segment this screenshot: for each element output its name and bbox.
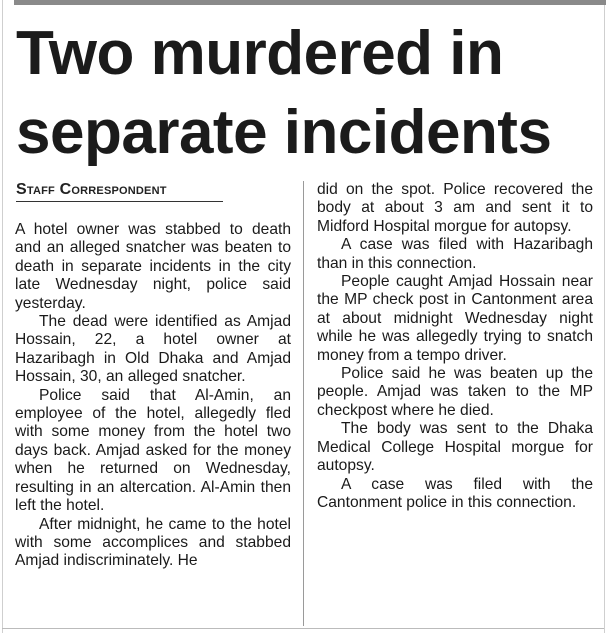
column-divider [303, 181, 304, 626]
paragraph: A case was filed with the Cantonment police in this connection. [317, 475, 593, 511]
paragraph: Police said he was beaten up the people. Amjad was taken to the MP checkpost where he died. [317, 365, 593, 419]
paragraph: A hotel owner was stabbed to death and an alleged snatcher was beaten to death in separate incidents in the city late Wednesday night, police said yesterday. [15, 221, 291, 312]
paragraph: The dead were identified as Amjad Hossain, 22, a hotel owner at Hazaribagh in Old Dhaka and Amjad Hossain, 30, an alleged snatcher. [15, 313, 291, 386]
byline-underline [16, 201, 223, 202]
top-rule [14, 0, 606, 5]
paragraph: People caught Amjad Hossain near the MP check post in Cantonment area at about midnight Wednesday night while he was allegedly trying to snatch money from a tempo driver. [317, 273, 593, 364]
paragraph: Police said that Al-Amin, an employee of the hotel, allegedly fled with some money from the hotel two days back. Amjad asked for the money when he returned on Wednesday, resulting in an altercation. Al-Amin then left the hotel. [15, 386, 291, 515]
article-column-2 [317, 181, 593, 512]
page-right-border [604, 0, 605, 633]
byline: Staff Correspondent [16, 181, 167, 198]
paragraph: The body was sent to the Dhaka Medical College Hospital morgue for autopsy. [317, 420, 593, 475]
paragraph: After midnight, he came to the hotel with some accomplices and stabbed Amjad indiscriminately. He [15, 515, 291, 570]
paragraph: did on the spot. Police recovered the body at about 3 am and sent it to Midford Hospital morgue for autopsy. [317, 181, 593, 235]
headline [16, 14, 602, 172]
headline-line-1: Two murdered in [16, 19, 504, 88]
headline-line-2: separate incidents [16, 98, 552, 167]
page-left-border [2, 0, 3, 633]
paragraph: A case was filed with Hazaribagh than in this connection. [317, 236, 593, 272]
article-column-1 [15, 221, 291, 571]
bottom-rule [2, 628, 604, 629]
